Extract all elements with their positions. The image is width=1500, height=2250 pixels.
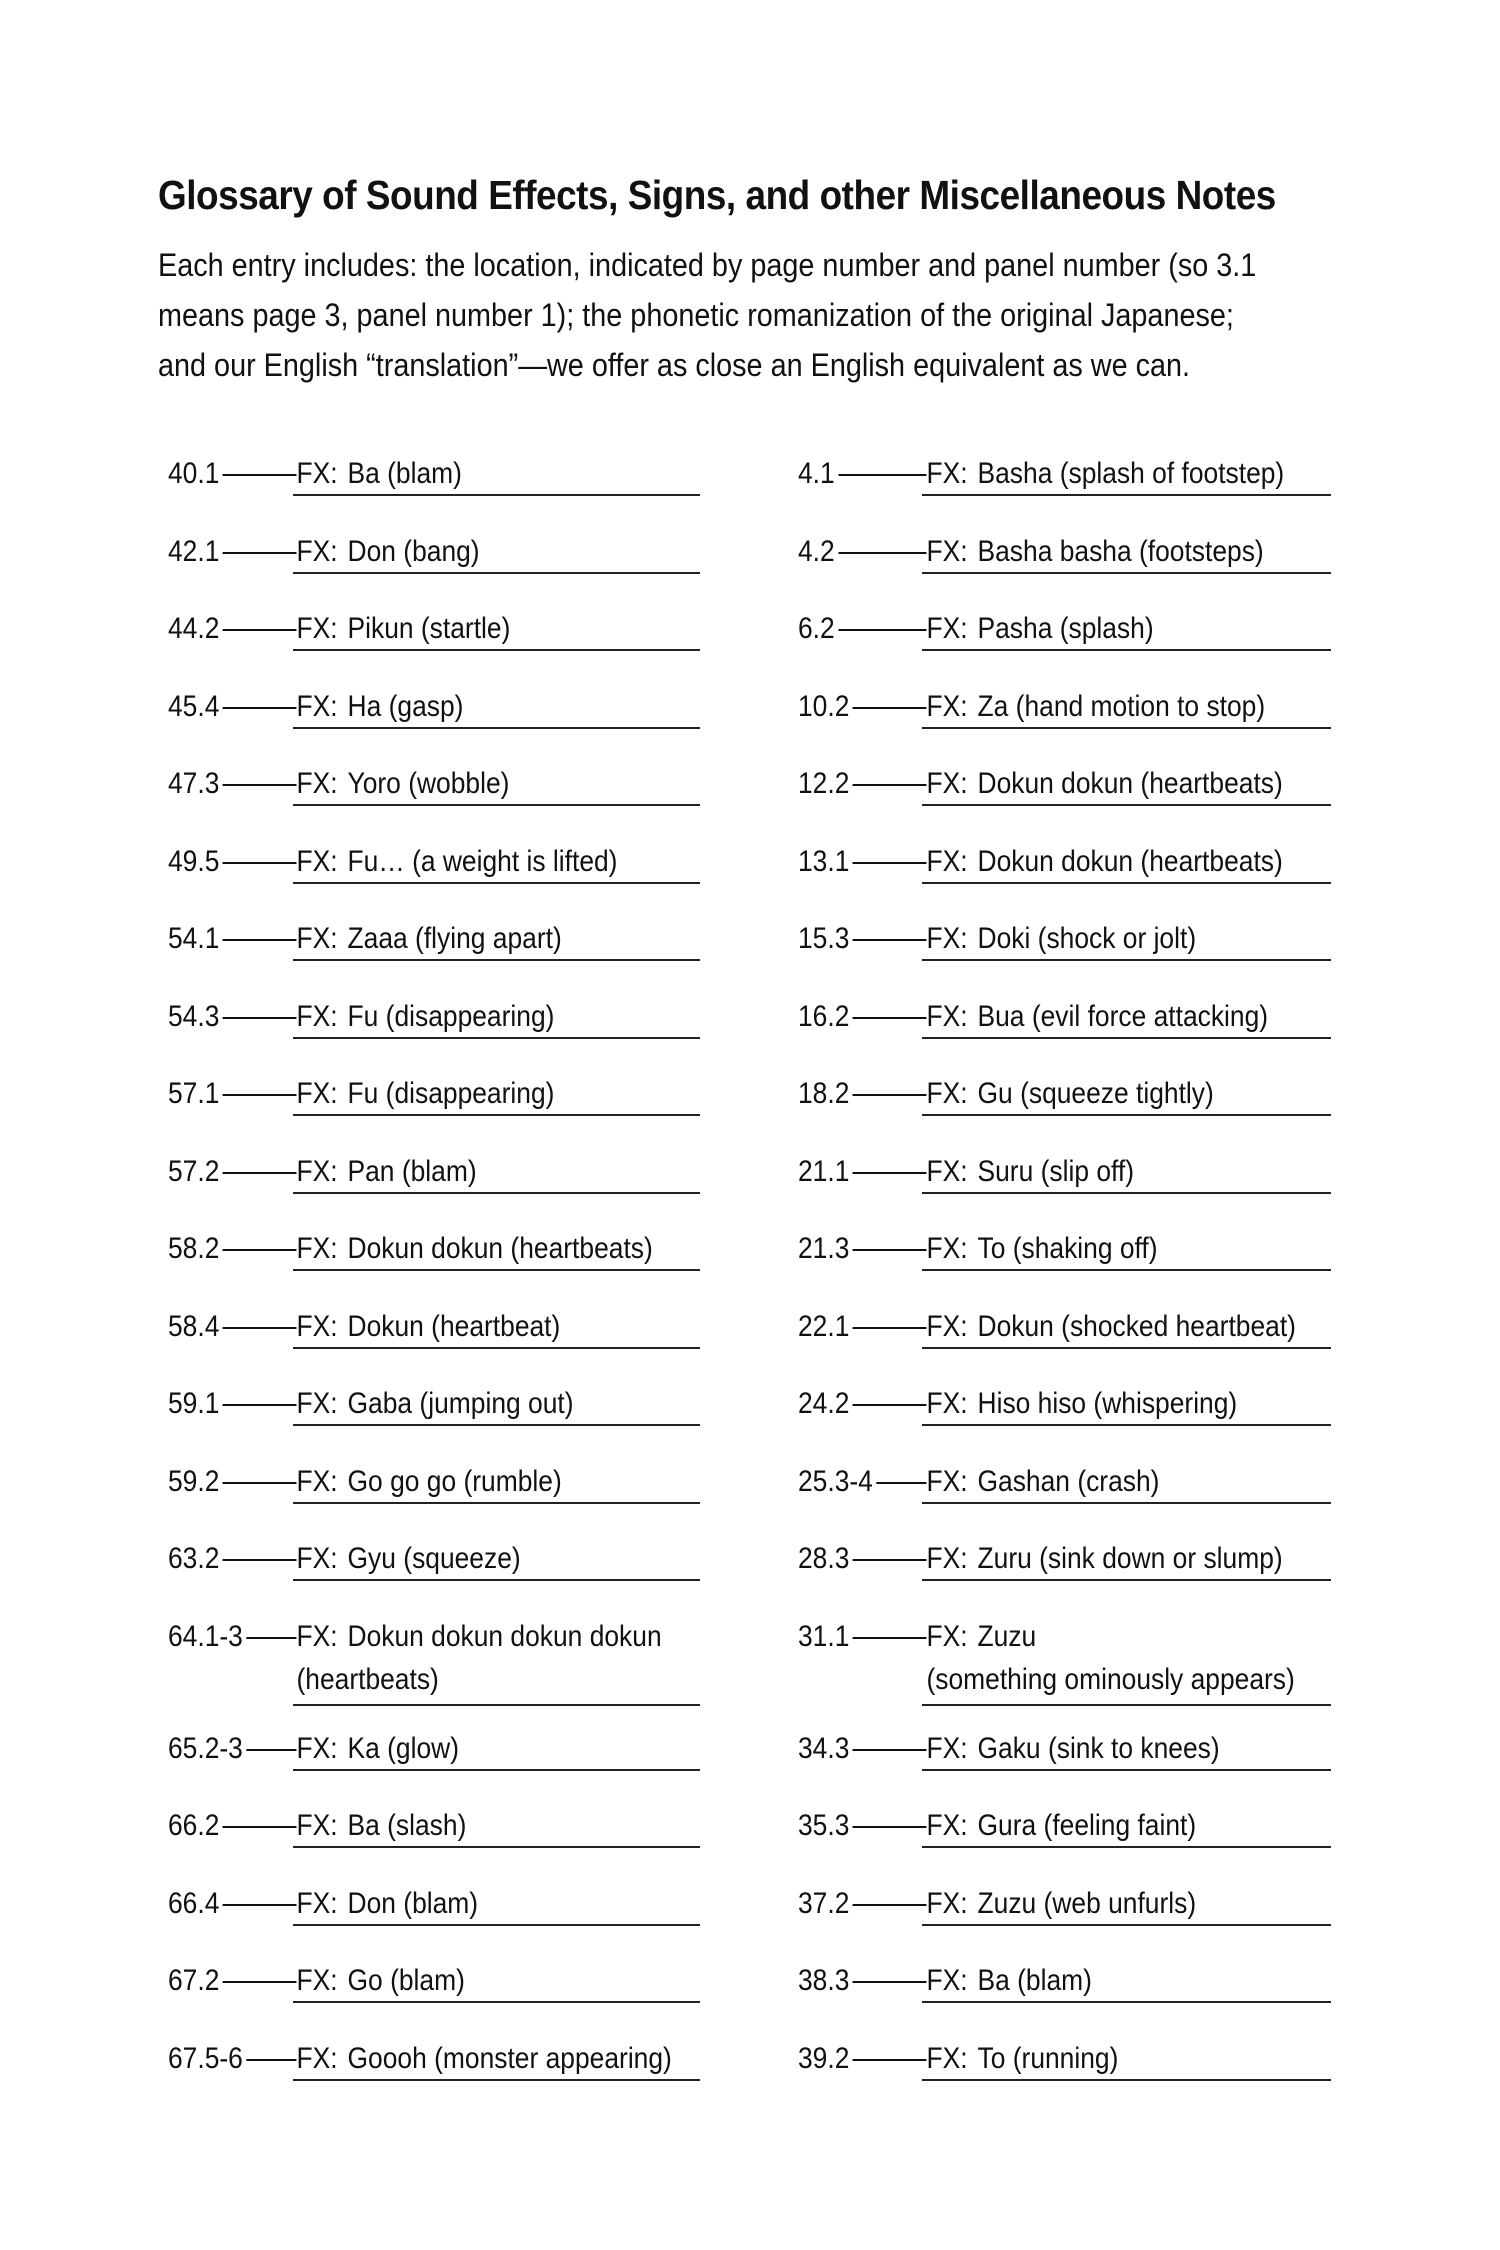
entry-description: Doki (shock or jolt) [977,922,1197,955]
leader-dash [853,1981,927,1983]
entry-underline [922,2001,1331,2003]
entry-location: 63.2 [168,1542,220,1575]
fx-label: FX: [296,999,338,1033]
intro-line: Each entry includes: the location, indicated by page number and panel number (so 3.1 [158,247,1257,283]
glossary-entry [168,983,848,1061]
glossary-entry [798,518,1478,596]
entry-location: 67.2 [168,1964,220,1997]
leader-dash [853,1637,927,1639]
fx-label: FX: [296,1309,338,1343]
fx-label: FX: [926,767,968,800]
entry-description: Yoro (wobble) [347,767,510,800]
entry-underline [922,1769,1331,1771]
entry-underline [293,494,700,496]
fx-label: FX: [926,999,968,1033]
glossary-entry [798,828,1478,906]
glossary-entry [168,1370,848,1448]
entry-description: Gaba (jumping out) [347,1387,574,1420]
glossary-entry [168,518,848,596]
leader-dash [223,1981,297,1983]
glossary-entry [168,1138,848,1216]
entry-description: Hiso hiso (whispering) [977,1387,1238,1420]
glossary-entry [168,1870,848,1948]
glossary-entry [798,1715,1478,1793]
entry-underline [293,2001,700,2003]
entry-underline [922,494,1331,496]
fx-label: FX: [926,1077,968,1110]
glossary-entry [798,983,1478,1061]
entry-location: 12.2 [798,767,850,800]
fx-label: FX: [296,1886,338,1920]
entry-underline [293,1924,700,1926]
glossary-entry [168,1215,848,1293]
intro-line: means page 3, panel number 1); the phonetic romanization of the original Japanese; [158,297,1234,333]
entry-underline [922,1424,1331,1426]
entry-description: Don (blam) [347,1886,479,1920]
leader-dash [853,1826,927,1828]
entry-location: 57.2 [168,1154,220,1188]
entry-location: 58.4 [168,1309,220,1343]
entry-description: Zuzu (web unfurls) [977,1886,1197,1920]
entry-description: Dokun dokun (heartbeats) [977,844,1283,878]
glossary-entry [798,1370,1478,1448]
glossary-entry [798,1448,1478,1526]
fx-label: FX: [296,844,338,878]
fx-label: FX: [296,1731,338,1765]
fx-label: FX: [926,1232,968,1265]
page-title: Glossary of Sound Effects, Signs, and other Miscellaneous Notes [158,172,1276,218]
entry-underline [922,1037,1331,1039]
entry-location: 13.1 [798,844,850,878]
leader-dash [853,784,927,786]
entry-underline [922,1579,1331,1581]
entry-description: Gyu (squeeze) [347,1542,521,1575]
entry-description: Basha (splash of footstep) [977,457,1285,490]
intro-line: and our English “translation”—we offer as close an English equivalent as we can. [158,347,1191,383]
fx-label: FX: [926,1809,968,1842]
glossary-entry [798,1293,1478,1371]
entry-underline [293,1269,700,1271]
entry-description-continued: (heartbeats) [296,1662,439,1696]
entry-location: 67.5-6 [168,2041,243,2075]
entry-description: Gu (squeeze tightly) [977,1077,1214,1110]
leader-dash [223,1017,297,1019]
entry-location: 38.3 [798,1964,850,1997]
entry-underline [922,572,1331,574]
glossary-entry [168,905,848,983]
leader-dash [223,939,297,941]
entry-location: 24.2 [798,1387,850,1420]
entry-underline [293,804,700,806]
fx-label: FX: [926,1309,968,1343]
entry-underline [922,1924,1331,1926]
entry-underline [293,882,700,884]
glossary-entry [798,673,1478,751]
entry-location: 25.3-4 [798,1464,873,1498]
leader-dash [223,1327,297,1329]
leader-dash [246,1749,296,1751]
glossary-entry [798,1947,1478,2025]
leader-dash [838,629,926,631]
entry-description: Gura (feeling faint) [977,1809,1197,1842]
fx-label: FX: [926,1387,968,1420]
entry-location: 65.2-3 [168,1731,243,1765]
fx-label: FX: [296,1619,338,1653]
fx-label: FX: [296,922,338,955]
entry-location: 21.3 [798,1232,850,1265]
glossary-entry [168,1603,848,1715]
entry-underline [922,1502,1331,1504]
leader-dash [223,1559,297,1561]
leader-dash [223,1172,297,1174]
leader-dash [223,707,297,709]
entry-description: To (shaking off) [977,1232,1158,1265]
glossary-entry [168,1293,848,1371]
entry-location: 59.1 [168,1387,220,1420]
entry-underline [293,1347,700,1349]
entry-description: Ha (gasp) [347,689,464,723]
fx-label: FX: [296,1154,338,1188]
leader-dash [223,474,297,476]
entry-location: 10.2 [798,689,850,723]
glossary-entry [798,595,1478,673]
fx-label: FX: [296,1464,338,1498]
leader-dash [853,1327,927,1329]
entry-underline [922,1704,1331,1706]
fx-label: FX: [296,1387,338,1420]
fx-label: FX: [926,1886,968,1920]
entry-location: 45.4 [168,689,220,723]
entry-location: 21.1 [798,1154,850,1188]
glossary-entry [168,673,848,751]
entry-underline [922,959,1331,961]
entry-location: 54.3 [168,999,220,1033]
entry-description: Fu (disappearing) [347,1077,555,1110]
fx-label: FX: [296,689,338,723]
leader-dash [853,2059,927,2061]
entry-location: 4.1 [798,457,835,490]
leader-dash [246,1637,296,1639]
fx-label: FX: [926,1542,968,1575]
leader-dash [853,1559,927,1561]
leader-dash [853,1404,927,1406]
entry-underline [293,727,700,729]
entry-location: 64.1-3 [168,1619,243,1653]
glossary-entry [798,440,1478,518]
entry-description: Pan (blam) [347,1154,477,1188]
entry-description: Dokun (shocked heartbeat) [977,1309,1296,1343]
entry-location: 35.3 [798,1809,850,1842]
entry-location: 4.2 [798,534,835,568]
entry-underline [922,727,1331,729]
glossary-entry [798,2025,1478,2103]
leader-dash [853,1904,927,1906]
entry-description: Zuru (sink down or slump) [977,1542,1283,1575]
glossary-entry [798,750,1478,828]
entry-description: Pikun (startle) [347,612,511,645]
entry-description: Basha basha (footsteps) [977,534,1264,568]
entry-description: Zuzu [977,1619,1037,1653]
entry-underline [922,1114,1331,1116]
glossary-entry [798,1215,1478,1293]
fx-label: FX: [926,689,968,723]
entry-underline [922,1846,1331,1848]
entry-description: Dokun dokun (heartbeats) [347,1232,653,1265]
leader-dash [223,1904,297,1906]
right-glossary-column [798,440,1478,2102]
fx-label: FX: [296,1809,338,1842]
glossary-entry [168,828,848,906]
fx-label: FX: [296,534,338,568]
entry-description: Fu (disappearing) [347,999,555,1033]
glossary-entry [168,750,848,828]
glossary-entry [168,2025,848,2103]
entry-location: 40.1 [168,457,220,490]
fx-label: FX: [926,1154,968,1188]
fx-label: FX: [926,922,968,955]
entry-location: 57.1 [168,1077,220,1110]
entry-underline [293,959,700,961]
glossary-entry [798,1138,1478,1216]
leader-dash [853,862,927,864]
glossary-entry [168,440,848,518]
leader-dash [876,1482,926,1484]
entry-location: 54.1 [168,922,220,955]
entry-description: Za (hand motion to stop) [977,689,1266,723]
left-glossary-column [168,440,848,2102]
entry-location: 18.2 [798,1077,850,1110]
entry-description-continued: (something ominously appears) [926,1662,1295,1696]
entry-description: Gaku (sink to knees) [977,1731,1220,1765]
leader-dash [223,784,297,786]
leader-dash [853,707,927,709]
leader-dash [853,1172,927,1174]
entry-description: Don (bang) [347,534,480,568]
entry-description: Ka (glow) [347,1731,460,1765]
fx-label: FX: [296,1542,338,1575]
entry-location: 49.5 [168,844,220,878]
entry-underline [922,804,1331,806]
entry-underline [293,1579,700,1581]
glossary-entry [168,1792,848,1870]
entry-underline [293,572,700,574]
leader-dash [223,862,297,864]
entry-location: 34.3 [798,1731,850,1765]
entry-underline [922,1192,1331,1194]
entry-location: 66.4 [168,1886,220,1920]
entry-location: 15.3 [798,922,850,955]
entry-underline [293,1769,700,1771]
entry-location: 16.2 [798,999,850,1033]
entry-description: Zaaa (flying apart) [347,922,562,955]
entry-location: 37.2 [798,1886,850,1920]
entry-underline [293,1704,700,1706]
entry-underline [293,1037,700,1039]
entry-description: Dokun (heartbeat) [347,1309,561,1343]
leader-dash [853,1017,927,1019]
entry-underline [922,1269,1331,1271]
fx-label: FX: [926,844,968,878]
entry-description: Ba (blam) [347,457,462,490]
entry-description: Goooh (monster appearing) [347,2041,672,2075]
entry-location: 6.2 [798,612,835,645]
glossary-entry [798,1060,1478,1138]
glossary-entry [168,1525,848,1603]
entry-description: Suru (slip off) [977,1154,1135,1188]
glossary-entry [798,1525,1478,1603]
entry-underline [293,1114,700,1116]
entry-location: 22.1 [798,1309,850,1343]
leader-dash [853,1249,927,1251]
entry-underline [293,1502,700,1504]
glossary-entry [168,1715,848,1793]
fx-label: FX: [296,1077,338,1110]
fx-label: FX: [296,2041,338,2075]
entry-description: Dokun dokun dokun dokun [347,1619,662,1653]
entry-description: Bua (evil force attacking) [977,999,1269,1033]
entry-underline [293,649,700,651]
leader-dash [223,629,297,631]
leader-dash [223,1094,297,1096]
fx-label: FX: [926,2041,968,2075]
leader-dash [223,552,297,554]
fx-label: FX: [926,457,968,490]
entry-description: Fu… (a weight is lifted) [347,844,618,878]
entry-description: Dokun dokun (heartbeats) [977,767,1283,800]
glossary-entry [168,595,848,673]
entry-description: Go (blam) [347,1964,465,1997]
fx-label: FX: [926,534,968,568]
entry-location: 58.2 [168,1232,220,1265]
fx-label: FX: [296,612,338,645]
leader-dash [246,2059,296,2061]
entry-description: Gashan (crash) [977,1464,1160,1498]
leader-dash [838,474,926,476]
entry-description: To (running) [977,2041,1119,2075]
fx-label: FX: [926,1964,968,1997]
entry-location: 39.2 [798,2041,850,2075]
entry-underline [922,2079,1331,2081]
glossary-entry [168,1448,848,1526]
entry-location: 66.2 [168,1809,220,1842]
entry-description: Pasha (splash) [977,612,1154,645]
entry-underline [293,1846,700,1848]
leader-dash [853,1094,927,1096]
fx-label: FX: [296,1964,338,1997]
fx-label: FX: [926,612,968,645]
fx-label: FX: [926,1464,968,1498]
glossary-entry [168,1947,848,2025]
leader-dash [223,1404,297,1406]
entry-location: 47.3 [168,767,220,800]
entry-description: Ba (blam) [977,1964,1092,1997]
glossary-entry [798,905,1478,983]
fx-label: FX: [926,1731,968,1765]
intro-paragraph [158,240,1328,390]
entry-location: 44.2 [168,612,220,645]
entry-location: 31.1 [798,1619,850,1653]
leader-dash [838,552,926,554]
leader-dash [223,1826,297,1828]
fx-label: FX: [296,1232,338,1265]
entry-description: Ba (slash) [347,1809,467,1842]
entry-underline [293,1424,700,1426]
glossary-entry [168,1060,848,1138]
glossary-entry [798,1792,1478,1870]
entry-location: 42.1 [168,534,220,568]
entry-underline [293,2079,700,2081]
glossary-entry [798,1603,1478,1715]
entry-underline [922,649,1331,651]
leader-dash [853,939,927,941]
entry-underline [922,1347,1331,1349]
entry-underline [922,882,1331,884]
entry-underline [293,1192,700,1194]
fx-label: FX: [926,1619,968,1653]
entry-location: 28.3 [798,1542,850,1575]
fx-label: FX: [296,457,338,490]
leader-dash [853,1749,927,1751]
entry-description: Go go go (rumble) [347,1464,562,1498]
leader-dash [223,1249,297,1251]
leader-dash [223,1482,297,1484]
glossary-entry [798,1870,1478,1948]
entry-location: 59.2 [168,1464,220,1498]
fx-label: FX: [296,767,338,800]
